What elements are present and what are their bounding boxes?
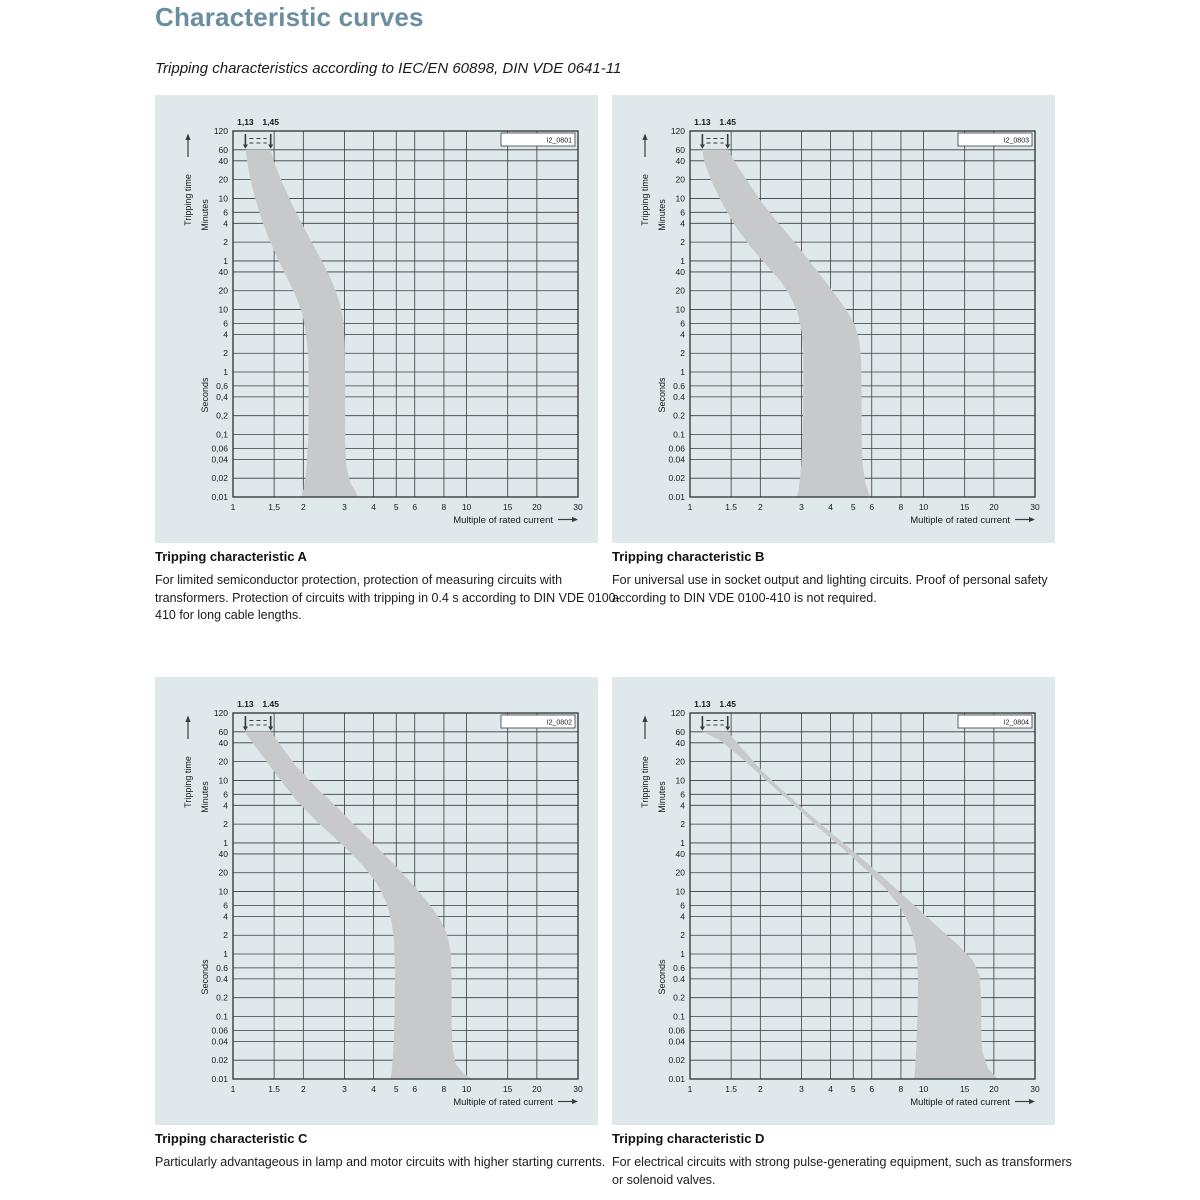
y-tick-label-seconds: 0.6	[216, 962, 228, 973]
y-tick-label-minutes: 6	[223, 789, 228, 800]
pickup-label-145: 1,45	[262, 117, 279, 127]
x-axis-arrow-right	[572, 1099, 578, 1104]
y-tick-label-minutes: 4	[680, 218, 685, 229]
y-tick-label-minutes: 1	[223, 255, 228, 266]
y-axis-arrow-up	[642, 716, 647, 723]
y-tick-label-seconds: 10	[218, 886, 228, 897]
y-tick-label-minutes: 120	[670, 126, 685, 136]
pickup-label-145: 1.45	[262, 699, 279, 709]
y-tick-label-seconds: 0.4	[216, 973, 228, 984]
x-tick-label: 10	[461, 1084, 472, 1094]
y-tick-label-seconds: 40	[675, 266, 685, 277]
y-tick-label-minutes: 1	[223, 837, 228, 848]
y-tick-label-seconds: 2	[680, 348, 685, 359]
x-tick-label: 20	[532, 1084, 542, 1094]
figure-code: I2_0803	[1003, 137, 1029, 145]
x-tick-label: 10	[918, 1084, 929, 1094]
y-axis-title: Tripping time	[183, 756, 193, 808]
grid	[690, 713, 1035, 1079]
y-tick-label-minutes: 40	[675, 737, 685, 748]
y-tick-label-minutes: 40	[675, 155, 685, 166]
pickup-annotation	[700, 716, 730, 731]
y-tick-label-seconds: 0.6	[673, 380, 685, 391]
x-tick-label: 8	[898, 1084, 904, 1094]
y-axis-unit-seconds: Seconds	[200, 377, 210, 413]
y-axis-title: Tripping time	[183, 174, 193, 226]
y-tick-label-seconds: 0,1	[216, 429, 228, 440]
y-tick-label-seconds: 0.6	[673, 962, 685, 973]
y-tick-label-minutes: 2	[680, 819, 685, 830]
caption-c	[155, 1131, 623, 1172]
y-tick-label-seconds: 20	[675, 867, 685, 878]
y-tick-label-seconds: 0.2	[673, 410, 685, 421]
y-tick-label-minutes: 4	[223, 218, 228, 229]
y-tick-label-seconds: 10	[675, 304, 685, 315]
page-subtitle: Tripping characteristics according to IEC/EN 60898, DIN VDE 0641-11	[155, 60, 622, 77]
caption-body-c: Particularly advantageous in lamp and motor circuits with higher starting currents.	[155, 1155, 606, 1169]
y-tick-label-minutes: 60	[218, 726, 228, 737]
y-tick-label-seconds: 2	[223, 930, 228, 941]
grid	[233, 131, 578, 497]
y-axis-unit-seconds: Seconds	[200, 959, 210, 995]
pickup-label-145: 1.45	[719, 117, 736, 127]
x-tick-label: 1	[230, 1084, 236, 1094]
y-tick-label-seconds: 0.01	[668, 492, 685, 502]
x-tick-label: 30	[573, 502, 583, 512]
y-tick-label-seconds: 4	[223, 329, 228, 340]
y-tick-label-seconds: 6	[680, 900, 685, 911]
caption-body-b: For universal use in socket output and lighting circuits. Proof of personal safety according to DIN VDE 0100-410 is not required.	[612, 573, 1048, 605]
x-tick-label: 3	[342, 502, 347, 512]
y-tick-label-minutes: 1	[680, 837, 685, 848]
pickup-label-113: 1.13	[237, 699, 254, 709]
y-tick-label-seconds: 0.04	[211, 1036, 228, 1047]
y-tick-label-seconds: 0,6	[216, 380, 228, 391]
y-axis-arrow-up	[642, 134, 647, 141]
y-tick-label-seconds: 6	[680, 318, 685, 329]
y-tick-label-seconds: 0.04	[668, 1036, 685, 1047]
x-tick-label: 2	[757, 1084, 763, 1094]
page-title: Characteristic curves	[155, 2, 424, 32]
x-tick-label: 1,5	[268, 502, 281, 512]
y-tick-label-seconds: 40	[675, 848, 685, 859]
x-tick-label: 8	[441, 502, 447, 512]
y-tick-label-seconds: 0,01	[211, 492, 228, 502]
y-tick-label-seconds: 0,04	[211, 454, 228, 465]
y-tick-label-minutes: 20	[675, 756, 685, 767]
x-tick-label: 10	[461, 502, 472, 512]
x-tick-label: 30	[1030, 502, 1040, 512]
y-tick-label-minutes: 10	[675, 193, 685, 204]
figure-code: I2_0804	[1003, 719, 1029, 727]
y-axis-unit-seconds: Seconds	[657, 959, 667, 995]
y-tick-label-seconds: 1	[680, 367, 685, 378]
pickup-annotation	[243, 134, 273, 149]
y-axis-unit-minutes: Minutes	[200, 199, 210, 231]
x-tick-label: 1	[687, 1084, 693, 1094]
plot-frame	[233, 131, 578, 497]
y-axis-title: Tripping time	[640, 756, 650, 808]
figure-code: I2_0801	[546, 137, 572, 145]
y-tick-label-minutes: 10	[675, 775, 685, 786]
y-tick-label-seconds: 0.2	[216, 992, 228, 1003]
x-tick-label: 1.5	[725, 502, 738, 512]
y-axis-arrow-up	[185, 134, 190, 141]
x-tick-label: 15	[502, 502, 513, 512]
x-tick-label: 3	[799, 502, 804, 512]
y-tick-label-seconds: 4	[223, 911, 228, 922]
y-tick-label-minutes: 120	[670, 708, 685, 718]
caption-body-d: For electrical circuits with strong pulse-generating equipment, such as transformers or solenoid valves.	[612, 1155, 1072, 1187]
y-tick-label-seconds: 0.4	[673, 973, 685, 984]
tripping-curve-chart-c	[155, 677, 598, 1125]
y-tick-label-minutes: 1	[680, 255, 685, 266]
y-tick-label-seconds: 1	[680, 949, 685, 960]
x-tick-label: 2	[300, 502, 306, 512]
chart-panel-d	[612, 677, 1055, 1125]
x-axis-title: Multiple of rated current	[910, 1097, 1010, 1108]
x-axis-arrow-right	[1029, 1099, 1035, 1104]
x-tick-label: 30	[1030, 1084, 1040, 1094]
y-tick-label-seconds: 40	[218, 848, 228, 859]
y-tick-label-seconds: 10	[675, 886, 685, 897]
y-tick-label-minutes: 120	[213, 126, 228, 136]
y-tick-label-seconds: 20	[675, 285, 685, 296]
x-tick-label: 30	[573, 1084, 583, 1094]
y-tick-label-seconds: 0.04	[668, 454, 685, 465]
y-tick-label-seconds: 0,06	[211, 443, 228, 454]
x-tick-label: 6	[869, 502, 875, 512]
y-tick-label-minutes: 120	[213, 708, 228, 718]
y-tick-label-seconds: 0.01	[668, 1074, 685, 1084]
y-tick-label-seconds: 0,4	[216, 391, 228, 402]
y-tick-label-seconds: 0.01	[211, 1074, 228, 1084]
y-axis-unit-minutes: Minutes	[657, 781, 667, 813]
y-tick-label-seconds: 0.2	[673, 992, 685, 1003]
y-tick-label-seconds: 1	[223, 949, 228, 960]
x-tick-label: 10	[918, 502, 929, 512]
pickup-label-113: 1.13	[694, 117, 711, 127]
x-tick-label: 8	[441, 1084, 447, 1094]
y-tick-label-seconds: 0.1	[673, 429, 685, 440]
y-tick-label-minutes: 10	[218, 775, 228, 786]
y-tick-label-minutes: 40	[218, 155, 228, 166]
x-tick-label: 5	[850, 1084, 856, 1094]
y-tick-label-minutes: 10	[218, 193, 228, 204]
y-tick-label-minutes: 2	[223, 819, 228, 830]
x-tick-label: 5	[850, 502, 856, 512]
x-tick-label: 1.5	[725, 1084, 738, 1094]
x-axis-title: Multiple of rated current	[453, 515, 553, 526]
caption-a	[155, 549, 623, 625]
pickup-annotation	[243, 716, 273, 731]
chart-panel-c	[155, 677, 598, 1125]
y-tick-label-minutes: 20	[218, 756, 228, 767]
y-tick-label-seconds: 20	[218, 285, 228, 296]
y-axis-arrow-up	[185, 716, 190, 723]
y-tick-label-seconds: 6	[223, 900, 228, 911]
x-axis-arrow-right	[1029, 517, 1035, 522]
y-tick-label-minutes: 40	[218, 737, 228, 748]
y-tick-label-minutes: 6	[680, 207, 685, 218]
caption-d	[612, 1131, 1080, 1189]
y-axis-unit-seconds: Seconds	[657, 377, 667, 413]
y-axis-unit-minutes: Minutes	[657, 199, 667, 231]
y-tick-label-seconds: 0.02	[211, 1055, 228, 1066]
x-tick-label: 5	[393, 1084, 399, 1094]
x-tick-label: 15	[502, 1084, 513, 1094]
x-tick-label: 4	[371, 502, 376, 512]
y-tick-label-seconds: 4	[680, 911, 685, 922]
y-tick-label-seconds: 0.06	[668, 1025, 685, 1036]
caption-title-a: Tripping characteristic A	[155, 549, 307, 564]
caption-title-c: Tripping characteristic C	[155, 1131, 308, 1146]
y-tick-label-seconds: 0,02	[211, 473, 228, 484]
figure-code: I2_0802	[546, 719, 572, 727]
x-tick-label: 4	[828, 1084, 833, 1094]
pickup-label-113: 1,13	[237, 117, 254, 127]
y-tick-label-minutes: 4	[223, 800, 228, 811]
y-tick-label-minutes: 2	[680, 237, 685, 248]
tripping-curve-chart-a	[155, 95, 598, 543]
x-tick-label: 1.5	[268, 1084, 281, 1094]
y-tick-label-seconds: 0.02	[668, 1055, 685, 1066]
x-tick-label: 6	[412, 502, 418, 512]
x-tick-label: 4	[828, 502, 833, 512]
y-tick-label-seconds: 2	[680, 930, 685, 941]
x-tick-label: 4	[371, 1084, 376, 1094]
y-tick-label-minutes: 6	[680, 789, 685, 800]
plot-frame	[690, 713, 1035, 1079]
x-tick-label: 20	[532, 502, 542, 512]
y-tick-label-seconds: 0.06	[668, 443, 685, 454]
y-tick-label-seconds: 10	[218, 304, 228, 315]
caption-b	[612, 549, 1080, 607]
y-tick-label-seconds: 40	[218, 266, 228, 277]
x-tick-label: 20	[989, 502, 999, 512]
y-tick-label-minutes: 20	[218, 174, 228, 185]
y-tick-label-seconds: 6	[223, 318, 228, 329]
y-tick-label-seconds: 0.02	[668, 473, 685, 484]
chart-panel-b	[612, 95, 1055, 543]
y-tick-label-minutes: 60	[675, 144, 685, 155]
y-tick-label-seconds: 4	[680, 329, 685, 340]
y-tick-label-seconds: 0.4	[673, 391, 685, 402]
y-tick-label-seconds: 0.06	[211, 1025, 228, 1036]
y-axis-title: Tripping time	[640, 174, 650, 226]
pickup-label-113: 1.13	[694, 699, 711, 709]
y-tick-label-minutes: 20	[675, 174, 685, 185]
y-axis-unit-minutes: Minutes	[200, 781, 210, 813]
pickup-label-145: 1.45	[719, 699, 736, 709]
tripping-curve-chart-d	[612, 677, 1055, 1125]
tripping-curve-chart-b	[612, 95, 1055, 543]
x-tick-label: 2	[300, 1084, 306, 1094]
caption-title-b: Tripping characteristic B	[612, 549, 765, 564]
x-axis-arrow-right	[572, 517, 578, 522]
x-axis-title: Multiple of rated current	[910, 515, 1010, 526]
x-tick-label: 3	[799, 1084, 804, 1094]
x-tick-label: 6	[412, 1084, 418, 1094]
pickup-annotation	[700, 134, 730, 149]
y-tick-label-minutes: 4	[680, 800, 685, 811]
y-tick-label-seconds: 1	[223, 367, 228, 378]
x-tick-label: 3	[342, 1084, 347, 1094]
x-tick-label: 20	[989, 1084, 999, 1094]
y-tick-label-seconds: 0.1	[216, 1011, 228, 1022]
x-tick-label: 6	[869, 1084, 875, 1094]
x-tick-label: 15	[959, 1084, 970, 1094]
x-tick-label: 8	[898, 502, 904, 512]
y-tick-label-minutes: 6	[223, 207, 228, 218]
x-axis-title: Multiple of rated current	[453, 1097, 553, 1108]
x-tick-label: 15	[959, 502, 970, 512]
x-tick-label: 2	[757, 502, 763, 512]
y-tick-label-minutes: 60	[675, 726, 685, 737]
y-tick-label-seconds: 2	[223, 348, 228, 359]
x-tick-label: 5	[393, 502, 399, 512]
x-tick-label: 1	[230, 502, 236, 512]
y-tick-label-minutes: 60	[218, 144, 228, 155]
caption-title-d: Tripping characteristic D	[612, 1131, 765, 1146]
caption-body-a: For limited semiconductor protection, protection of measuring circuits with transformers. Protection of circuits with tripping in 0.4 s according to DIN VDE 0100-410 for long cable lengths.	[155, 573, 620, 622]
y-tick-label-seconds: 20	[218, 867, 228, 878]
y-tick-label-seconds: 0,2	[216, 410, 228, 421]
y-tick-label-seconds: 0.1	[673, 1011, 685, 1022]
x-tick-label: 1	[687, 502, 693, 512]
y-tick-label-minutes: 2	[223, 237, 228, 248]
chart-panel-a	[155, 95, 598, 543]
